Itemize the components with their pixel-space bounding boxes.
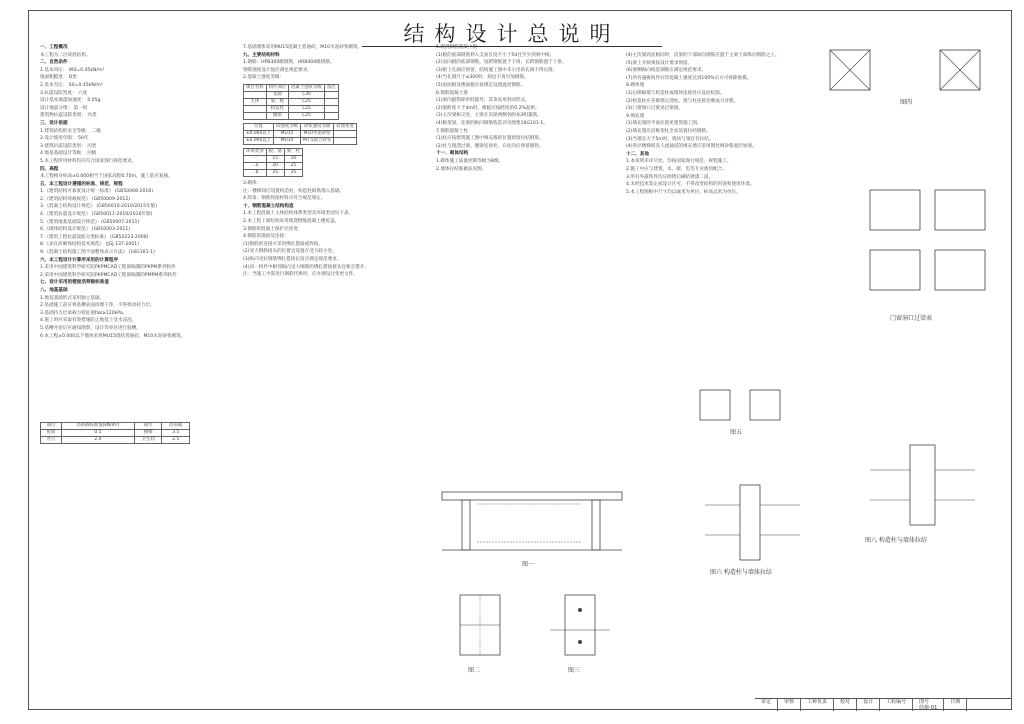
note-line: (1)柱应按建筑施工图中填充墙的位置预留拉结钢筋。 — [436, 136, 544, 142]
note-line: (5)屋面板及楼面板应按规定设置温度钢筋。 — [436, 82, 526, 88]
note-line: 八、地基基础 — [40, 288, 68, 293]
figure-2-detail — [440, 590, 520, 680]
title-block-label: 工程编号 — [886, 699, 907, 705]
table-cell: 构造柱 — [266, 105, 289, 112]
note-line: (2)梁跨度大于4m时，模板应按跨度的0.2%起拱。 — [436, 105, 540, 111]
title-block-label: 工种负责 — [807, 699, 828, 705]
note-line: 3.建筑抗震设防类别： 丙类 — [40, 143, 97, 149]
table-header-cell: 活荷载 — [162, 423, 190, 430]
title-block-value: 结施-01 — [919, 705, 938, 711]
note-line: 3.砌体： — [243, 180, 262, 186]
note-line: 5.基槽开挖后应通知勘察、设计等单位进行验槽。 — [40, 325, 141, 331]
table-row — [244, 130, 357, 137]
note-line: 建筑物抗震设防类别： 丙类 — [40, 113, 97, 119]
title-block — [755, 698, 1011, 711]
note-line: 钢筋强度设计值应满足规范要求。 — [243, 67, 312, 73]
note-line: (2)填充墙应沿框架柱全高设置拉结钢筋。 — [626, 128, 711, 134]
table-cell — [324, 91, 338, 98]
table-cell: 屋面 — [41, 430, 62, 437]
note-line: (4)同一构件中相邻纵向受力钢筋的绑扎搭接接头宜相互错开。 — [243, 264, 369, 270]
title-block-cell — [944, 699, 967, 711]
note-line: 9.填充墙 — [626, 113, 645, 119]
table-header-cell: 备注 — [324, 84, 338, 91]
note-line: 六、本工程设计计算所采用的计算程序 — [40, 257, 119, 263]
note-line: 9.《混凝土结构施工图平面整体表示方法》 (16G101-1) — [40, 250, 155, 256]
note-line: 3.所有外露铁件均应除锈后刷防锈漆二道。 — [626, 174, 714, 180]
note-line: 十、钢筋混凝土结构构造 — [243, 203, 294, 209]
table-header-cell: 砂浆强度等级 — [301, 123, 334, 130]
note-line: (1)钢筋的连接可采用绑扎搭接或焊接。 — [243, 241, 324, 247]
note-line: 5.《建筑地基基础设计规范》 (GB50007-2011) — [40, 219, 140, 225]
title-block-label: 校对 — [840, 699, 851, 705]
note-line: 2.设计使用年限： 50年 — [40, 136, 89, 142]
note-line: (3)板上孔洞应预留，结构施工图中未示出的孔洞不得后凿。 — [436, 67, 558, 73]
note-line: 2.基本雪压： S0=0.45kN/m² — [40, 82, 103, 88]
table-cell: C30 — [289, 91, 325, 98]
note-line: 6.钢筋混凝土梁 — [436, 90, 468, 96]
table-cell — [334, 137, 357, 144]
figure-6-wall-tie — [700, 480, 830, 580]
table-header-cell: 部位 — [134, 423, 162, 430]
title-block-cell — [834, 699, 857, 711]
table-header-cell: 活荷载标准值(kN/m²) — [61, 423, 134, 430]
note-line: 2.本工程上部结构采用现浇钢筋混凝土楼屋盖。 — [243, 218, 340, 224]
title-block-cell — [778, 699, 801, 711]
table-cell — [244, 91, 267, 98]
table-cell — [324, 112, 338, 119]
figure-1-beam-section — [432, 482, 632, 572]
table-cell: 25 — [284, 162, 302, 169]
table-cell: MU10 — [274, 137, 301, 144]
note-line: 3.《混凝土结构设计规范》 (GB50010-2010/2015年版) — [40, 204, 158, 210]
table-header-cell: 砖墙密度 — [334, 123, 357, 130]
note-line: (3)纵向受拉钢筋绑扎搭接长度应满足规范要求。 — [243, 256, 342, 262]
table-cell: 圈梁 — [266, 112, 289, 119]
note-line: 注：当施工中需进行钢筋代换时，应办理设计变更文件。 — [243, 272, 358, 278]
figure-4-caption: 图四 — [900, 99, 913, 106]
table-cell: 二b — [244, 169, 267, 176]
table-header-cell: 位置 — [244, 123, 274, 130]
table-cell — [324, 98, 338, 105]
table-cell: M7.5混合砂浆 — [301, 137, 334, 144]
note-line: 1.地基基础形式采用独立基础。 — [40, 295, 105, 301]
note-line: 5.现浇钢筋混凝土板 — [436, 45, 478, 50]
table-cell: MU15 — [274, 130, 301, 137]
note-line: 1.本工程混凝土主体结构体系类型及环境类别见下表。 — [243, 211, 354, 217]
table-cell: 15 — [266, 155, 284, 162]
note-line: 4.钢筋的锚固及连接： — [243, 234, 289, 240]
note-line: 1.钢筋：HPB300级钢筋，HRB400级钢筋。 — [243, 60, 335, 66]
note-line: 一、工程概况 — [40, 45, 68, 50]
table-cell: 3.5 — [162, 430, 190, 437]
table-cell: 二a — [244, 162, 267, 169]
notes-column-2-bottom — [243, 180, 433, 279]
note-line: 二、自然条件 — [40, 60, 68, 66]
notes-column-4 — [626, 52, 816, 432]
table-cell: ±0.000以下 — [244, 130, 274, 137]
note-line: (4)框架梁、连梁的纵向钢筋构造详见图集16G101-1。 — [436, 120, 548, 126]
table-cell: 一 — [244, 155, 267, 162]
note-line: 2.基础施工前应将基槽表面清理干净，不得扰动持力层。 — [40, 303, 155, 309]
note-line: 2.混凝土强度等级： — [243, 75, 285, 81]
table-cell: 0.5 — [61, 430, 134, 437]
table-cell: M10水泥砂浆 — [301, 130, 334, 137]
table-cell: C25 — [289, 105, 325, 112]
figure-7-caption: 门窗洞口过梁表 — [890, 315, 933, 322]
note-line: 三、设计依据 — [40, 120, 68, 126]
table-row — [244, 137, 357, 144]
note-line: (3)门窗洞口过梁见过梁图。 — [626, 106, 684, 112]
table-header-cell: 混凝土强度等级 — [289, 84, 325, 91]
title-block-label: 审核 — [784, 699, 795, 705]
table-row — [244, 98, 339, 105]
note-line: 十二、其他 — [626, 151, 649, 157]
table-header-cell: 砖强度等级 — [274, 123, 301, 130]
title-block-label: 设计 — [863, 699, 874, 705]
note-line: 2.施工中应与建筑、水、暖、电等专业密切配合。 — [626, 166, 727, 172]
figure-6-caption: 图六 构造柱与墙体拉结 — [710, 569, 772, 576]
note-line: 十一、砌体结构 — [436, 151, 469, 157]
note-line: 6.《砌体结构设计规范》 (GB50003-2011) — [40, 227, 131, 233]
note-line: (1)板的底部钢筋伸入支座长度不小于5d且至少到梁中线。 — [436, 52, 555, 58]
concrete-grade-table — [243, 84, 339, 120]
table-row — [244, 91, 339, 98]
table-cell: 20 — [266, 162, 284, 169]
note-line: (4)各层楼梯间及人流通道的填充墙应采用钢丝网砂浆面层加强。 — [626, 144, 757, 150]
table-header-cell: 构件部位 — [266, 84, 289, 91]
note-line: 注：楼梯间应设置构造柱，构造柱纵筋锚入基础。 — [243, 188, 345, 194]
note-line: 1.基本风压： W0=0.45kN/m² — [40, 67, 105, 73]
note-line: 1.本说明未详尽处，均按国家现行规范、规程施工。 — [626, 159, 732, 165]
note-line: 7.《建筑工程抗震设防分类标准》 (GB50223-2008) — [40, 234, 149, 240]
note-line: 5.本工程图纸中尺寸均以毫米为单位，标高以米为单位。 — [626, 189, 741, 195]
title-block-label: 图号 — [919, 699, 930, 705]
masonry-table — [243, 123, 357, 145]
table-cell: 2.0 — [61, 437, 134, 444]
live-load-table — [40, 422, 190, 444]
note-line: 2.采用中国建筑科学研究院PKPMCAD工程部编制的PMPM系列软件 — [40, 272, 177, 278]
note-line: 4.施工时应采取有效措施防止地基土受水浸泡。 — [40, 318, 137, 324]
figure-2-caption: 图二 — [468, 667, 481, 674]
table-cell: 25 — [266, 169, 284, 176]
note-line: (2)受力钢筋接头的位置宜设置在受力较小处。 — [243, 249, 337, 255]
note-line: (4)当孔洞尺寸≤300时，洞边不再另加钢筋。 — [436, 75, 529, 81]
title-block-cell — [857, 699, 880, 711]
note-line: 4.未经技术鉴定或设计许可，不得改变结构的用途和使用环境。 — [626, 182, 755, 188]
note-line: (1)后砌隔墙与构造柱或墙体连接处应设拉结筋。 — [626, 90, 725, 96]
note-line: (4)主次梁高度相同时，次梁的下部纵向钢筋应置于主梁下部纵向钢筋之上。 — [626, 53, 780, 58]
note-line: 七、设计采用的楼面活荷载标准值 — [40, 280, 109, 286]
note-line: (1)填充墙的平面位置见建筑施工图。 — [626, 121, 702, 127]
table-header-cell: 项目名称 — [244, 84, 267, 91]
note-line: 4.《建筑抗震设计规范》 (GB50011-2010/2016年版) — [40, 212, 153, 218]
table-row — [244, 105, 339, 112]
note-line: 本工程相对标高±0.000相当于国家高程6.70m，施工前应复核。 — [40, 174, 173, 180]
note-line: 九、主要结构材料 — [243, 52, 280, 58]
table-header-cell: 环境类别 — [244, 148, 267, 155]
table-cell — [334, 130, 357, 137]
title-block-cell — [880, 699, 913, 711]
table-cell: 卫生间 — [134, 437, 162, 444]
table-cell: C25 — [289, 98, 325, 105]
table-header-cell: 板、墙 — [266, 148, 284, 155]
note-line: 8.砌体墙 — [626, 83, 645, 89]
table-cell: 主体 — [244, 98, 267, 105]
table-cell — [324, 105, 338, 112]
table-cell: 楼梯 — [134, 430, 162, 437]
table-row — [244, 155, 303, 162]
title-block-cell — [755, 699, 778, 711]
title-block-label: 日期 — [950, 699, 961, 705]
note-line: (3)主次梁相交处，主梁在次梁两侧各附加3组箍筋。 — [436, 113, 542, 119]
figure-1-caption: 图一 — [522, 561, 535, 568]
note-line: 7.基础墙体采用MU15混凝土普通砖，M10水泥砂浆砌筑。 — [243, 45, 363, 50]
note-line: 6.本工程±0.000以下墙体采用MU15烧结普通砖，M10水泥砂浆砌筑。 — [40, 333, 186, 339]
table-row — [41, 437, 190, 444]
note-line: 设计地震分组： 第一组 — [40, 105, 88, 111]
figure-5-wall-detail — [690, 380, 800, 440]
table-cell: 梁、板 — [266, 98, 289, 105]
note-line: 地面粗糙度： B类 — [40, 75, 77, 81]
note-line: (1)梁内箍筋除单肢箍外，其余采用封闭形式。 — [436, 98, 530, 104]
table-header-cell: 梁、柱 — [284, 148, 302, 155]
title-block-label: 审定 — [761, 699, 772, 705]
table-row — [244, 162, 303, 169]
title-block-cell — [801, 699, 834, 711]
notes-column-1 — [40, 44, 230, 694]
note-line: (7)所有悬挑构件应待混凝土强度达到100%后方可拆除底模。 — [626, 75, 752, 81]
note-line: (2)柱与现浇过梁、圈梁连接处，在柱内应预留插铁。 — [436, 143, 544, 149]
note-line: 五、本工程设计遵循的标准、规范、规程 — [40, 181, 123, 187]
note-line: 3.钢筋的混凝土保护层厚度： — [243, 226, 303, 232]
notes-column-2-top — [243, 44, 433, 82]
note-line: (6)梁侧纵向构造钢筋应满足规范要求。 — [626, 68, 707, 74]
table-cell: 2.5 — [162, 437, 190, 444]
table-header-cell: 部位 — [41, 423, 62, 430]
table-cell: 20 — [284, 155, 302, 162]
figure-8-caption: 图八 构造柱与墙体拉结 — [865, 537, 927, 544]
note-line: 3.基础持力层承载力特征值fak≥120kPa。 — [40, 310, 128, 316]
figure-3-detail — [540, 590, 620, 680]
note-line: 四、高程 — [40, 166, 59, 172]
note-line: 4.焊条：钢筋焊接材料应符合规范规定。 — [243, 196, 326, 202]
notes-column-3 — [436, 44, 618, 314]
note-line: 2.墙体拉结筋做法见图。 — [436, 166, 487, 172]
table-cell: 基础 — [266, 91, 289, 98]
table-cell — [244, 105, 267, 112]
note-line: 1.采用中国建筑科学研究院PKPMCAD工程部编制的PKPM系列软件 — [40, 265, 176, 271]
note-line: 设计基本地震加速度： 0.05g — [40, 98, 101, 104]
note-line: (3)当墙长大于5m时，墙顶与梁宜有拉结。 — [626, 136, 714, 142]
note-line: 本工程为二层砖混结构。 — [40, 52, 91, 58]
table-cell: ±0.000以上 — [244, 137, 274, 144]
table-cell: 办公 — [41, 437, 62, 444]
title-block-cell — [913, 699, 944, 711]
table-row — [41, 430, 190, 437]
table-cell — [244, 112, 267, 119]
notes-column-2 — [243, 44, 433, 514]
figure-3-caption: 图三 — [568, 667, 581, 674]
note-line: 3.抗震设防烈度： 六度 — [40, 90, 88, 96]
cover-thickness-table — [243, 148, 303, 177]
table-row — [244, 169, 303, 176]
figure-8-wall-tie — [850, 440, 1000, 550]
note-line: 1.砌体施工质量控制等级为B级。 — [436, 158, 504, 164]
note-line: (2)构造柱应先砌墙后浇柱，墙与柱连接处砌成马牙槎。 — [626, 98, 739, 104]
note-line: 4.地基基础设计等级： 丙级 — [40, 151, 97, 157]
note-line: 2.《建筑结构荷载规范》 (GB50009-2012) — [40, 196, 131, 202]
note-line: (2)双向板的底部钢筋，短跨钢筋置于下排，长跨钢筋置于上排。 — [436, 60, 567, 66]
note-line: (5)梁上开洞须按设计要求预留。 — [626, 60, 693, 66]
note-line: 1.建筑结构的安全等级： 二级 — [40, 128, 101, 134]
figure-4-column-section — [820, 40, 1000, 110]
table-row — [244, 112, 339, 119]
note-line: 7.钢筋混凝土柱 — [436, 128, 468, 134]
figure-7-lintel-table — [850, 180, 1000, 380]
note-line: 1.《建筑结构可靠度设计统一标准》 (GB50068-2018) — [40, 189, 154, 195]
table-cell: 35 — [284, 169, 302, 176]
table-cell: C25 — [289, 112, 325, 119]
drawing-title: 结构设计总说明 — [403, 22, 621, 46]
note-line: 8.《多孔砖砌体结构技术规范》 (JGJ 137-2001) — [40, 242, 139, 248]
note-line: 5.本工程所用材料均应符合国家现行规范要求。 — [40, 158, 137, 164]
figure-5-caption: 图五 — [730, 429, 743, 436]
